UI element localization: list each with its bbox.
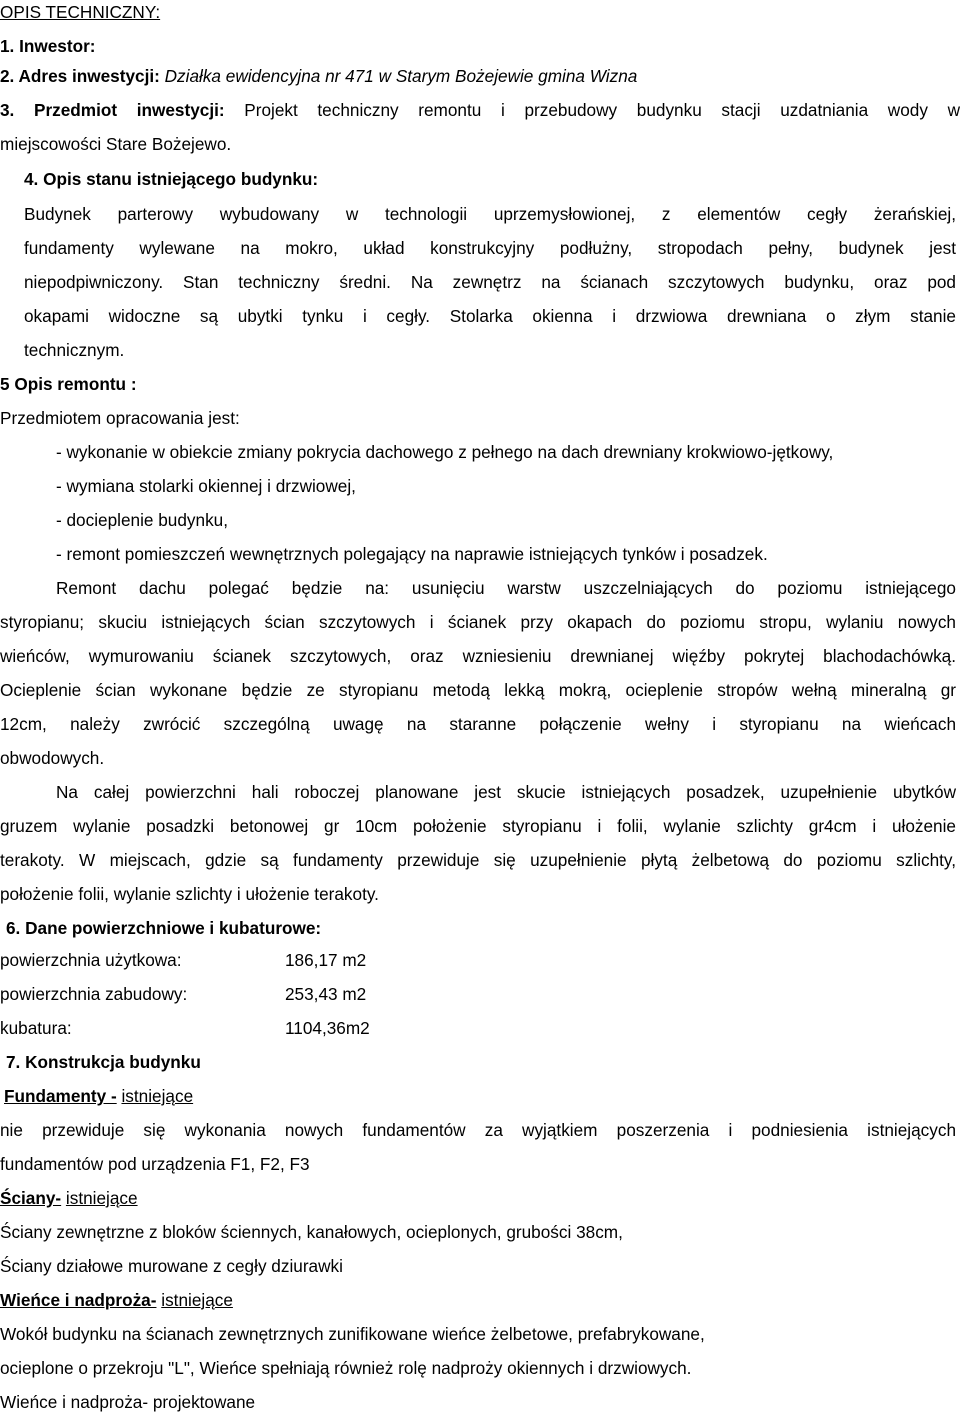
volume-label: kubatura:: [0, 1018, 72, 1038]
section-3-label: 3. Przedmiot inwestycji:: [0, 100, 225, 120]
area-built-value: 253,43 m2: [285, 984, 367, 1004]
section-7-heading: 7. Konstrukcja budynku: [6, 1052, 201, 1072]
section-4-line: fundamenty wylewane na mokro, układ konstrukcyjny podłużny, stropodach pełny, budynek jest: [24, 238, 956, 258]
foundations-label: Fundamenty -: [4, 1086, 117, 1106]
foundations-heading: [4, 1086, 960, 1106]
floor-paragraph-line: terakoty. W miejscach, gdzie są fundamenty przewiduje się uzupełnienie płytą żelbetową do poziomu szlichty,: [0, 850, 956, 870]
section-5-list-item: - docieplenie budynku,: [56, 510, 228, 530]
roof-paragraph-line: obwodowych.: [0, 748, 105, 768]
area-usable-value: 186,17 m2: [285, 950, 367, 970]
section-5-list-item: - remont pomieszczeń wewnętrznych polegający na naprawie istniejących tynków i posadzek.: [56, 544, 768, 564]
walls-heading: [0, 1188, 960, 1208]
section-4-line: Budynek parterowy wybudowany w technologii uprzemysłowionej, z elementów cegły żerańskiej,: [24, 204, 956, 224]
rings-label: Wieńce i nadproża-: [0, 1290, 157, 1310]
section-4-line: okapami widoczne są ubytki tynku i cegły. Stolarka okienna i drzwiowa drewniana o złym stanie: [24, 306, 956, 326]
rings-line: ocieplone o przekroju "L", Wieńce spełniają również rolę nadproży okiennych i drzwiowych.: [0, 1358, 692, 1378]
rings-line: Wieńce i nadproża- projektowane: [0, 1392, 256, 1412]
walls-line: Ściany zewnętrzne z bloków ściennych, kanałowych, ocieplonych, grubości 38cm,: [0, 1222, 623, 1242]
section-3-value-line2: miejscowości Stare Bożejewo.: [0, 134, 232, 154]
foundations-line: nie przewiduje się wykonania nowych fundamentów za wyjątkiem poszerzenia i podniesienia istniejących: [0, 1120, 956, 1140]
walls-label: Ściany-: [0, 1188, 62, 1208]
section-2-value: Działka ewidencyjna nr 471 w Starym Bożejewie gmina Wizna: [164, 66, 638, 86]
foundations-line: fundamentów pod urządzenia F1, F2, F3: [0, 1154, 310, 1174]
section-4-heading: 4. Opis stanu istniejącego budynku:: [24, 169, 319, 189]
roof-paragraph-line: styropianu; skuciu istniejących ścian szczytowych i ścianek przy okapach do poziomu stropu, wylaniu nowych: [0, 612, 956, 632]
section-1-investor: 1. Inwestor:: [0, 36, 96, 56]
section-6-heading: 6. Dane powierzchniowe i kubaturowe:: [6, 918, 322, 938]
volume-value: 1104,36m2: [285, 1018, 370, 1038]
foundations-status: istniejące: [121, 1086, 194, 1106]
section-2-address: [0, 66, 960, 86]
roof-paragraph-line: wieńców, wymurowaniu ścianek szczytowych, oraz wzniesieniu drewnianej więźby pokrytej blachodachówką.: [0, 646, 956, 666]
roof-paragraph-line: Ocieplenie ścian wykonane będzie ze styropianu metodą lekką mokrą, ocieplenie stropów wełną mineralną gr: [0, 680, 956, 700]
floor-paragraph-line: położenie folii, wylanie szlichty i ułożenie terakoty.: [0, 884, 379, 904]
section-3-value-line1: Projekt techniczny remontu i przebudowy budynku stacji uzdatniania wody w: [244, 100, 960, 120]
walls-status: istniejące: [65, 1188, 138, 1208]
section-5-list-item: - wymiana stolarki okiennej i drzwiowej,: [56, 476, 356, 496]
section-5-list-item: - wykonanie w obiekcie zmiany pokrycia dachowego z pełnego na dach drewniany krokwiowo-jętkowy,: [56, 442, 834, 462]
section-4-line: niepodpiwniczony. Stan techniczny średni. Na zewnętrz na ścianach szczytowych budynku, oraz pod: [24, 272, 956, 292]
section-5-intro: Przedmiotem opracowania jest:: [0, 408, 240, 428]
section-4-line: technicznym.: [24, 340, 125, 360]
section-5-heading: 5 Opis remontu :: [0, 374, 137, 394]
rings-status: istniejące: [161, 1290, 233, 1310]
area-usable-label: powierzchnia użytkowa:: [0, 950, 182, 970]
section-2-label: 2. Adres inwestycji:: [0, 66, 160, 86]
document-title: OPIS TECHNICZNY:: [0, 2, 161, 22]
roof-paragraph-line: 12cm, należy zwrócić szczególną uwagę na staranne połączenie wełny i styropianu na wieńcach: [0, 714, 956, 734]
rings-heading: [0, 1290, 960, 1310]
floor-paragraph-line: gruzem wylanie posadzki betonowej gr 10cm położenie styropianu i folii, wylanie szlichty gr4cm i ułożenie: [0, 816, 956, 836]
walls-line: Ściany działowe murowane z cegły dziurawki: [0, 1256, 343, 1276]
floor-paragraph-line: Na całej powierzchni hali roboczej planowane jest skucie istniejących posadzek, uzupełnienie ubytków: [56, 782, 956, 802]
roof-paragraph-line: Remont dachu polegać będzie na: usunięciu warstw uszczelniających do poziomu istniejącego: [56, 578, 956, 598]
area-built-label: powierzchnia zabudowy:: [0, 984, 188, 1004]
rings-line: Wokół budynku na ścianach zewnętrznych zunifikowane wieńce żelbetowe, prefabrykowane,: [0, 1324, 705, 1344]
section-3-subject: [0, 100, 960, 120]
